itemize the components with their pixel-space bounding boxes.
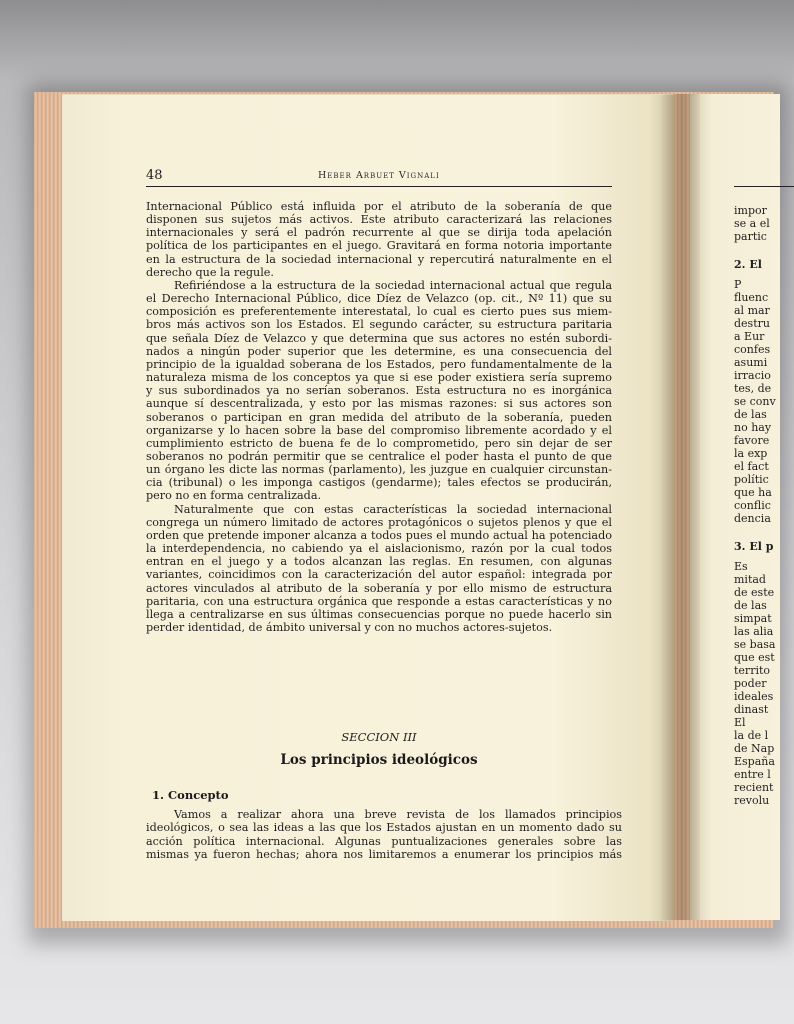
text-line: actores vinculados al atributo de la soberanía y por ello mismo de estructura: [146, 581, 612, 595]
right-page-line: confes: [734, 343, 771, 356]
right-page-line: 3. El p: [734, 540, 774, 553]
right-page-line: revolu: [734, 794, 770, 807]
right-page-line: recient: [734, 781, 774, 794]
right-page: [690, 94, 780, 920]
right-page-line: al mar: [734, 304, 770, 317]
text-line: nados a ningún poder superior que les determine, es una consecuencia del: [146, 344, 612, 358]
running-title: Heber Arbuet Vignali: [318, 170, 440, 181]
text-line: llega a centralizarse en sus últimas consecuencias porque no puede hacerlo sin: [146, 607, 612, 621]
right-page-line: que est: [734, 651, 775, 664]
text-line: política de los participantes en el juego. Gravitará en forma notoria importante: [146, 239, 612, 253]
text-line: composición es preferentemente interestatal, lo cual es cierto pues sus miem-: [146, 305, 612, 319]
text-line: Internacional Público está influida por el atributo de la soberanía de que: [146, 200, 612, 213]
text-line: y sus subordinados ya no serían soberanos. Esta estructura no es inorgánica: [146, 384, 612, 398]
right-page-line: tes, de: [734, 382, 772, 395]
right-page-line: destru: [734, 317, 770, 330]
right-page-line: El: [734, 716, 746, 729]
text-line: pero no en forma centralizada.: [146, 489, 322, 503]
right-page-line: Es: [734, 560, 748, 573]
text-line: un órgano les dicte las normas (parlamento), les juzgue en cualquier circunstan-: [146, 463, 612, 477]
section-title: Los principios ideológicos: [280, 752, 478, 768]
text-line: orden que pretende imponer alcanza a todos pues el mundo actual ha potenciado: [146, 528, 612, 542]
right-page-line: se a el: [734, 217, 770, 230]
text-line: variantes, coincidimos con la caracterización del autor español: integrada por: [146, 568, 612, 582]
right-page-line: no hay: [734, 421, 772, 434]
right-page-line: España: [734, 755, 775, 768]
right-page-line: dinast: [734, 703, 769, 716]
right-page-line: P: [734, 278, 742, 291]
right-page-line: de las: [734, 599, 767, 612]
text-line: cumplimiento estricto de buena fe de lo comprometido, pero sin dejar de ser: [146, 436, 612, 450]
page-number: 48: [146, 168, 163, 183]
text-line: naturaleza misma de los conceptos ya que si ese poder existiera sería supremo: [146, 371, 612, 385]
running-header: [146, 170, 612, 187]
right-page-line: de las: [734, 408, 767, 421]
text-line: Refiriéndose a la estructura de la sociedad internacional actual que regula: [174, 278, 612, 292]
text-line: Naturalmente que con estas características la sociedad internacional: [174, 502, 612, 516]
right-page-line: asumi: [734, 356, 768, 369]
text-line: disponen sus sujetos más activos. Este atributo caracterizará las relaciones: [146, 213, 612, 227]
text-line: cia (tribunal) o les imponga castigos (gendarme); tales efectos se producirán,: [146, 476, 612, 490]
text-line: soberanos o participan en gran medida del atributo de la soberanía, pueden: [146, 410, 612, 424]
subsection-heading: 1. Concepto: [152, 788, 229, 802]
text-line: principio de la igualdad soberana de los Estados, pero fundamentalmente de la: [146, 357, 612, 371]
right-page-line: la exp: [734, 447, 768, 460]
body-text: [146, 200, 612, 634]
text-line: soberanos no podrán permitir que se centralice el poder hasta el punto de que: [146, 449, 612, 463]
text-line: entran en el juego y a todos alcanzan las reglas. En resumen, con algunas: [146, 555, 612, 569]
text-line: paritaria, con una estructura orgánica que responde a estas características y no: [146, 594, 612, 608]
right-page-line: poder: [734, 677, 767, 690]
text-line: ideológicos, o sea las ideas a las que los Estados ajustan en un momento dado su: [146, 821, 622, 835]
text-line: acción política internacional. Algunas puntualizaciones generales sobre las: [146, 834, 622, 848]
right-page-line: polític: [734, 473, 769, 486]
text-line: organizarse y lo hacen sobre la base del compromiso libremente acordado y el: [146, 423, 612, 437]
text-line: perder identidad, de ámbito universal y con no muchos actores-sujetos.: [146, 621, 553, 634]
text-line: aunque sí descentralizada, y esto por las mismas razones: si sus actores son: [146, 397, 612, 411]
text-line: internacionales y será el padrón recurrente al que se dirija toda apelación: [146, 226, 612, 240]
text-line: bros más activos son los Estados. El segundo carácter, su estructura paritaria: [146, 318, 612, 332]
text-line: Vamos a realizar ahora una breve revista de los llamados principios: [174, 808, 622, 821]
right-page-header-rule: [734, 186, 794, 187]
right-page-line: la de l: [734, 729, 769, 742]
right-page-line: 2. El: [734, 258, 762, 271]
text-line: que señala Díez de Velazco y que determina que sus actores no estén subordi-: [146, 331, 612, 345]
section-label: SECCION III: [341, 730, 417, 744]
right-page-line: simpat: [734, 612, 772, 625]
right-page-line: partic: [734, 230, 767, 243]
text-line: mismas ya fueron hechas; ahora nos limitaremos a enumerar los principios más: [146, 847, 622, 861]
right-page-line: favore: [734, 434, 770, 447]
book-gutter: [660, 94, 700, 920]
right-page-line: dencia: [734, 512, 771, 525]
right-page-line: mitad: [734, 573, 766, 586]
right-page-line: las alia: [734, 625, 774, 638]
right-page-line: se basa: [734, 638, 776, 651]
right-page-line: fluenc: [734, 291, 769, 304]
text-line: la interdependencia, no cabiendo ya el aislacionismo, razón por la cual todos: [146, 542, 612, 556]
right-page-line: el fact: [734, 460, 769, 473]
text-line: el Derecho Internacional Público, dice Díez de Velazco (op. cit., Nº 11) que su: [146, 292, 612, 306]
right-page-line: de este: [734, 586, 775, 599]
text-line: congrega un número limitado de actores protagónicos o sujetos plenos y que el: [146, 515, 612, 529]
text-line: en la estructura de la sociedad internacional y repercutirá naturalmente en el: [146, 252, 612, 266]
right-page-line: territo: [734, 664, 771, 677]
right-page-line: se conv: [734, 395, 776, 408]
right-page-line: que ha: [734, 486, 772, 499]
body-text-2: [146, 808, 622, 861]
right-page-line: irracio: [734, 369, 771, 382]
right-page-line: conflic: [734, 499, 771, 512]
right-page-line: a Eur: [734, 330, 765, 343]
text-line: derecho que la regule.: [146, 265, 274, 279]
right-page-line: ideales: [734, 690, 774, 703]
right-page-line: impor: [734, 204, 767, 217]
right-page-line: de Nap: [734, 742, 775, 755]
right-page-line: entre l: [734, 768, 771, 781]
